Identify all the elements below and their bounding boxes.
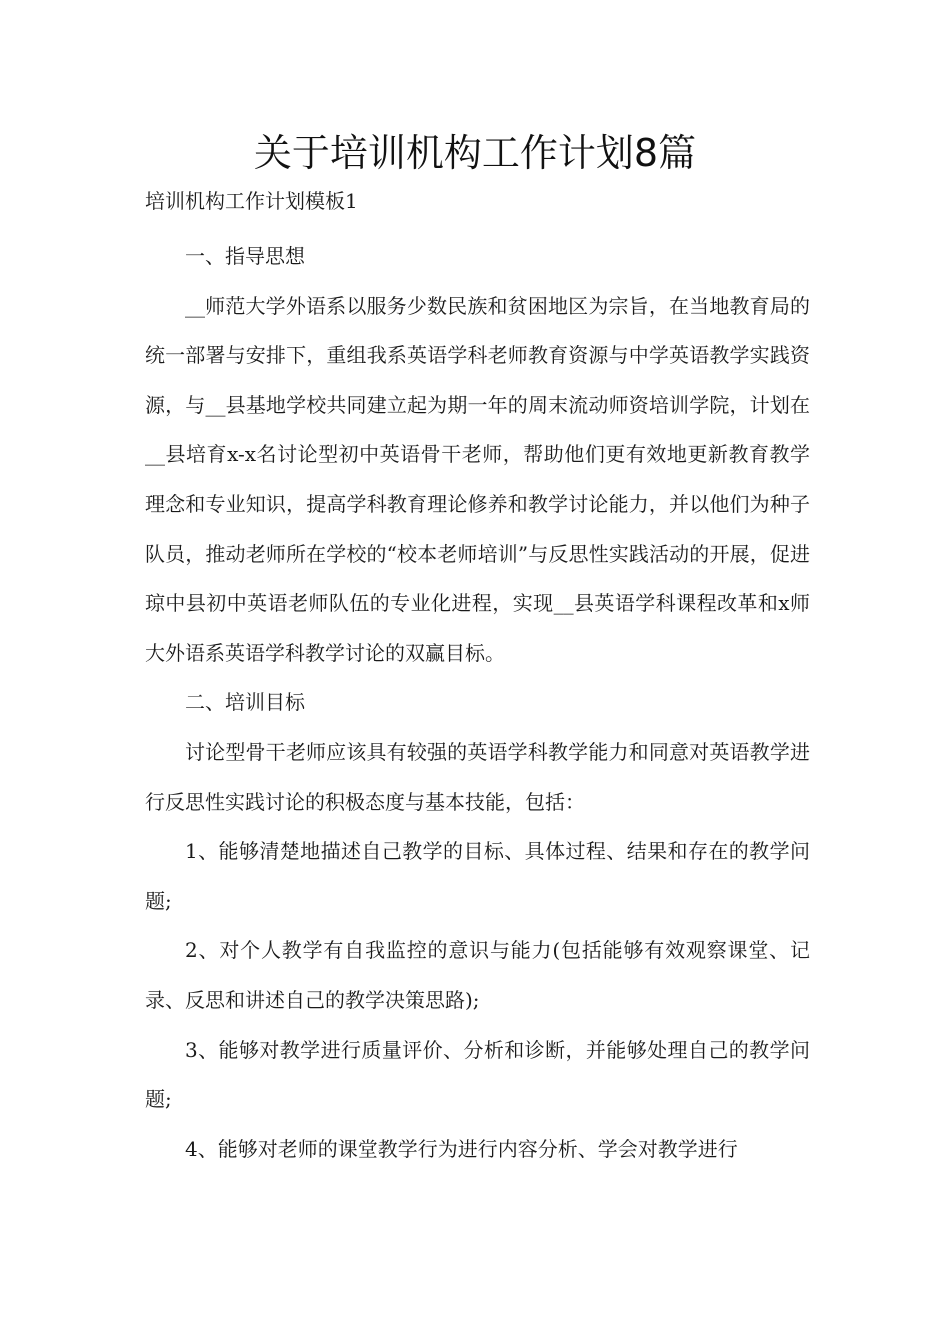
list-item-goal-3: 3、能够对教学进行质量评价、分析和诊断，并能够处理自己的教学问题; (145, 1037, 810, 1112)
paragraph-training-goals-intro: 讨论型骨干老师应该具有较强的英语学科教学能力和同意对英语教学进行反思性实践讨论的积极态度与基本技能，包括： (145, 739, 810, 814)
list-item-goal-2: 2、对个人教学有自我监控的意识与能力(包括能够有效观察课堂、记录、反思和讲述自己的教学决策思路); (145, 938, 810, 1012)
list-item-goal-1: 1、能够清楚地描述自己教学的目标、具体过程、结果和存在的教学问题; (145, 839, 810, 913)
list-item-goal-4: 4、能够对老师的课堂教学行为进行内容分析、学会对教学进行 (185, 1136, 738, 1161)
document-title: 关于培训机构工作计划8篇 (253, 131, 697, 175)
document-subtitle: 培训机构工作计划模板1 (145, 189, 358, 213)
section-heading-training-goals: 二、培训目标 (185, 690, 305, 715)
section-heading-guiding-ideology: 一、指导思想 (185, 244, 305, 268)
paragraph-guiding-ideology: __师范大学外语系以服务少数民族和贫困地区为宗旨，在当地教育局的统一部署与安排下，重组我系英语学科老师教育资源与中学英语教学实践资源，与__县基地学校共同建立起为期一年的周末流动师资培训学院，计划在__县培育x-x名讨论型初中英语骨干老师，帮助他们更有效地更新教育教学理念和专业知识，提高学科教育理论修养和教学讨论能力，并以他们为种子队员，推动老师所在学校的“校本老师培训”与反思性实践活动的开展，促进琼中县初中英语老师队伍的专业化进程，实现__县英语学科课程改革和x师大外语系英语学科教学讨论的双赢目标。 (145, 293, 810, 665)
document-body (145, 232, 810, 1174)
